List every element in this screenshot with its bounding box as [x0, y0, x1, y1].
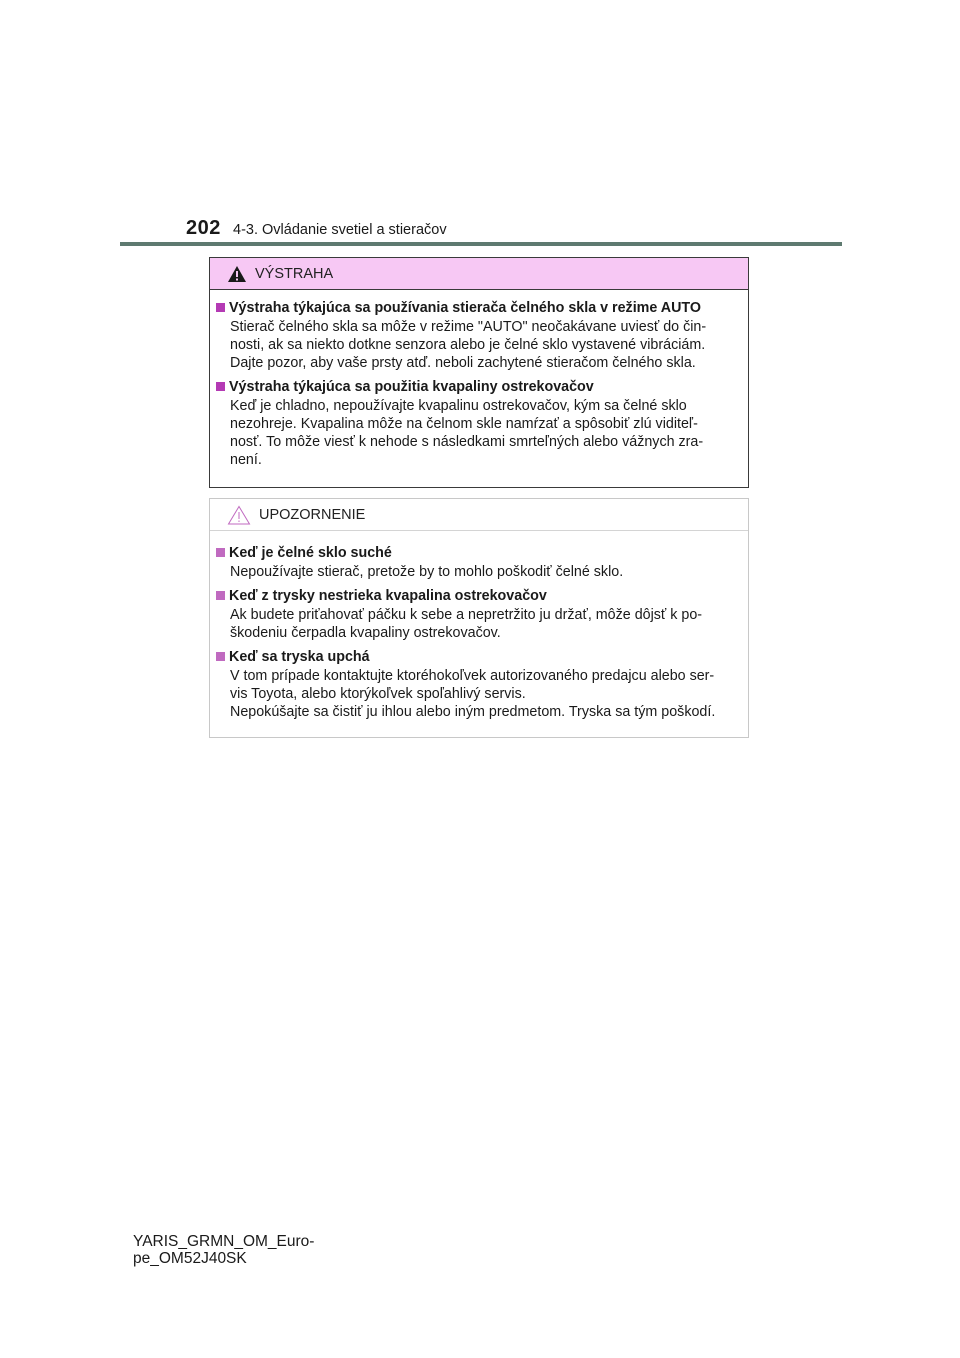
- caution-item-title: Keď sa tryska upchá: [229, 649, 370, 665]
- warning-header: [210, 258, 748, 290]
- bullet-square-icon: [216, 591, 225, 600]
- bullet-square-icon: [216, 382, 225, 391]
- section-title: 4-3. Ovládanie svetiel a stieračov: [233, 222, 447, 238]
- caution-item-text: Nepoužívajte stierač, pretože by to mohlo poškodiť čelné sklo.: [230, 564, 624, 580]
- warning-item: [216, 298, 740, 372]
- bullet-square-icon: [216, 548, 225, 557]
- warning-triangle-filled-icon: [227, 265, 247, 283]
- caution-header: [210, 499, 748, 531]
- caution-box: [209, 498, 749, 738]
- caution-item-title: Keď je čelné sklo suché: [229, 545, 392, 561]
- caution-label: UPOZORNENIE: [259, 506, 366, 523]
- page-number: 202: [186, 217, 221, 239]
- caution-item-title: Keď z trysky nestrieka kvapalina ostrekovačov: [229, 588, 547, 604]
- warning-label: VÝSTRAHA: [255, 265, 334, 282]
- warning-item-text: Stierač čelného skla sa môže v režime "AUTO" neočakávane uviesť do čin- nosti, ak sa niekto dotkne senzora alebo je čelné sklo vystavené vibráciám. Dajte pozor, aby vaše prsty atď. neboli zachytené stieračom čelného skla.: [230, 319, 707, 371]
- caution-item: [216, 647, 740, 721]
- caution-item-text: V tom prípade kontaktujte ktoréhokoľvek autorizovaného predajcu alebo ser- vis Toyota, alebo ktorýkoľvek spoľahlivý servis. Nepokúšajte sa čistiť ju ihlou alebo iným predmetom. Tryska sa tým poškodí.: [230, 668, 716, 720]
- caution-item-text: Ak budete priťahovať páčku k sebe a nepretržito ju držať, môže dôjsť k po- škodeniu čerpadla kvapaliny ostrekovačov.: [230, 607, 703, 641]
- bullet-square-icon: [216, 652, 225, 661]
- warning-item-title: Výstraha týkajúca sa použitia kvapaliny ostrekovačov: [229, 379, 594, 395]
- bullet-square-icon: [216, 303, 225, 312]
- warning-box: [209, 257, 749, 488]
- warning-item: [216, 377, 740, 469]
- warning-item-text: Keď je chladno, nepoužívajte kvapalinu ostrekovačov, kým sa čelné sklo nezohreje. Kvapalina môže na čelnom skle namŕzať a spôsobiť zlú viditeľ- nosť. To môže viesť k nehode s následkami smrteľných alebo vážnych zra- není.: [230, 398, 704, 468]
- warning-item-title: Výstraha týkajúca sa používania stierača čelného skla v režime AUTO: [229, 300, 702, 316]
- caution-triangle-outline-icon: [227, 505, 251, 525]
- header-divider: [120, 242, 842, 246]
- document-id: YARIS_GRMN_OM_Euro- pe_OM52J40SK: [133, 1233, 315, 1267]
- caution-item: [216, 586, 740, 642]
- caution-item: [216, 543, 740, 581]
